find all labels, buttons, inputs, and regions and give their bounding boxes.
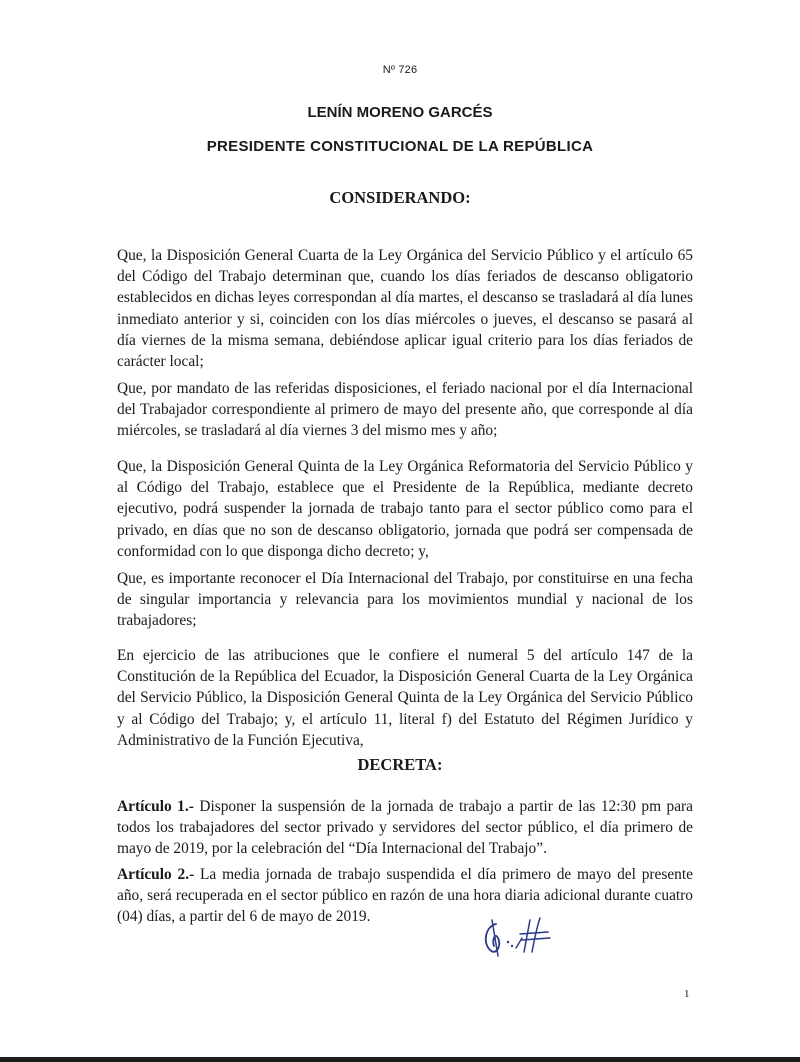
article-1 [117,796,693,860]
article-1-label: Artículo 1.- [117,798,194,815]
president-title: PRESIDENTE CONSTITUCIONAL DE LA REPÚBLICA [206,138,594,155]
considerando-paragraph-2: Que, por mandato de las referidas disposiciones, el feriado nacional por el día Internacional del Trabajador correspondiente al primero de mayo del presente año, que corresponde al día miércoles, se trasladará al día viernes 3 del mismo mes y año; [117,380,693,440]
scan-bottom-edge [0,1057,800,1062]
handwritten-initials-signature [478,912,558,962]
article-2-text: La media jornada de trabajo suspendida el día primero de mayo del presente año, será recuperada en el sector público en razón de una hora diaria adicional durante cuatro (04) días, a partir del 6 de mayo de 2019. [117,866,693,926]
considerando-paragraph-3: Que, la Disposición General Quinta de la Ley Orgánica Reformatoria del Servicio Público y al Código del Trabajo, establece que el Presidente de la República, mediante decreto ejecutivo, podrá suspender la jornada de trabajo tanto para el sector público como para el privado, en días que no son de descanso obligatorio, jornada que podrá ser compensada de conformidad con lo que disponga dicho decreto; y, [117,458,693,560]
article-2 [117,864,693,928]
considerando-paragraph-4: Que, es importante reconocer el Día Internacional del Trabajo, por constituirse en una fecha de singular importancia y relevancia para los movimientos mundial y nacional de los trabajadores; [117,570,693,630]
article-1-text: Disponer la suspensión de la jornada de trabajo a partir de las 12:30 pm para todos los trabajadores del sector privado y servidores del sector público, el día primero de mayo de 2019, por la celebración del “Día Internacional del Trabajo”. [117,798,694,858]
considerando-paragraph-5: En ejercicio de las atribuciones que le confiere el numeral 5 del artículo 147 de la Constitución de la República del Ecuador, la Disposición General Cuarta de la Ley Orgánica del Servicio Público, la Disposición General Quinta de la Ley Orgánica del Servicio Público y al Código del Trabajo; y, el artículo 11, literal f) del Estatuto del Régimen Jurídico y Administrativo de la Función Ejecutiva, [117,647,693,749]
decreta-heading: DECRETA: [357,755,443,774]
considerando-paragraph-1: Que, la Disposición General Cuarta de la Ley Orgánica del Servicio Público y el artículo 65 del Código del Trabajo determinan que, cuando los días feriados de descanso obligatorio establecidos en dichas leyes correspondan al día martes, el descanso se trasladará al día lunes inmediato anterior y si, coinciden con los días miércoles o jueves, el descanso se pasará al día viernes de la misma semana, debiéndose aplicar igual criterio para los días feriados de carácter local; [117,247,693,371]
page-number: 1 [684,988,690,1000]
considerando-heading: CONSIDERANDO: [329,188,471,207]
article-2-label: Artículo 2.- [117,866,195,883]
president-name: LENÍN MORENO GARCÉS [307,104,493,121]
decree-number: Nº 726 [382,64,418,76]
